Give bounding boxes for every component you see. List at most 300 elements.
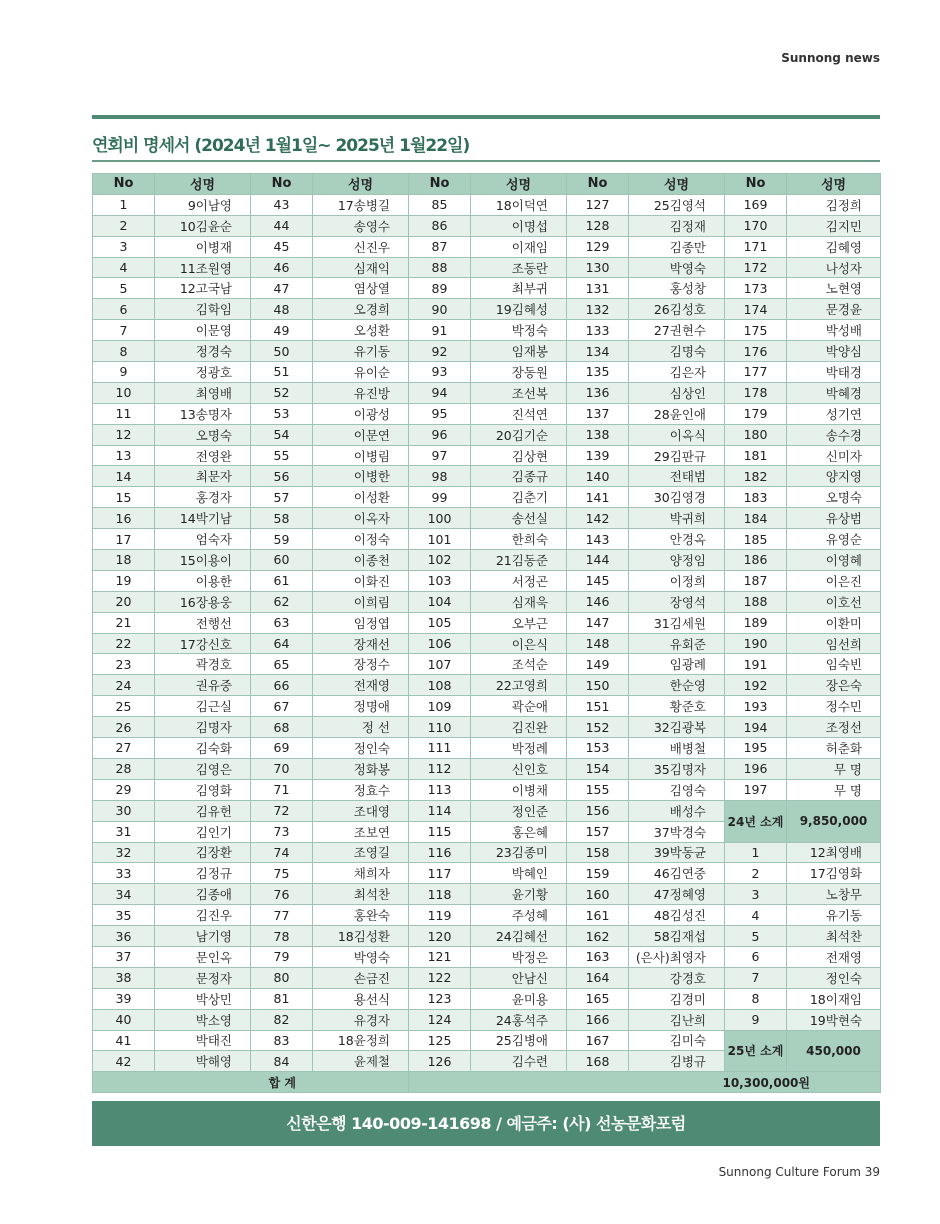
member-name: 31김세원: [629, 612, 725, 633]
member-name: 한희숙: [471, 529, 567, 550]
col-header: No: [93, 174, 155, 195]
col-header: 성명: [313, 174, 409, 195]
row-number: 9: [725, 1009, 787, 1030]
member-name: 배병철: [629, 738, 725, 759]
row-number: 177: [725, 362, 787, 383]
member-name: 홍완숙: [313, 905, 409, 926]
dues-table: [92, 173, 881, 1093]
member-name: 18이덕연: [471, 194, 567, 215]
member-name: 조보연: [313, 821, 409, 842]
member-name: 무 명: [787, 758, 881, 779]
row-number: 79: [251, 946, 313, 967]
member-name: 권유중: [155, 675, 251, 696]
member-name: 이화진: [313, 570, 409, 591]
member-name: 유영순: [787, 529, 881, 550]
member-name: 정인준: [471, 800, 567, 821]
row-number: 174: [725, 299, 787, 320]
member-name: 김난희: [629, 1009, 725, 1030]
member-name: 조동란: [471, 257, 567, 278]
row-number: 47: [251, 278, 313, 299]
row-number: 3: [725, 884, 787, 905]
member-name: 문인옥: [155, 946, 251, 967]
row-number: 189: [725, 612, 787, 633]
table-row: [93, 215, 881, 236]
top-divider: [92, 115, 880, 119]
member-name: 29김판규: [629, 445, 725, 466]
row-number: 82: [251, 1009, 313, 1030]
brand-label: Sunnong news: [781, 51, 880, 65]
table-row: [93, 466, 881, 487]
table-row: [93, 591, 881, 612]
member-name: 김숙화: [155, 738, 251, 759]
member-name: 심재익: [313, 257, 409, 278]
member-name: 곽순애: [471, 696, 567, 717]
row-number: 41: [93, 1030, 155, 1051]
member-name: 배성수: [629, 800, 725, 821]
member-name: 18윤정희: [313, 1030, 409, 1051]
member-name: 박태진: [155, 1030, 251, 1051]
row-number: 36: [93, 926, 155, 947]
row-number: 100: [409, 508, 471, 529]
row-number: 110: [409, 717, 471, 738]
row-number: 170: [725, 215, 787, 236]
row-number: 197: [725, 779, 787, 800]
member-name: 48김성진: [629, 905, 725, 926]
member-name: 이정숙: [313, 529, 409, 550]
row-number: 148: [567, 633, 629, 654]
row-number: 169: [725, 194, 787, 215]
member-name: 허춘화: [787, 738, 881, 759]
member-name: 14박기남: [155, 508, 251, 529]
member-name: 전재영: [313, 675, 409, 696]
member-name: 강경호: [629, 967, 725, 988]
row-number: 179: [725, 403, 787, 424]
table-row: [93, 905, 881, 926]
member-name: 오명숙: [155, 424, 251, 445]
member-name: 엄숙자: [155, 529, 251, 550]
member-name: 21김동준: [471, 550, 567, 571]
member-name: 김미숙: [629, 1030, 725, 1051]
member-name: 김수련: [471, 1051, 567, 1072]
row-number: 186: [725, 550, 787, 571]
table-row: [93, 362, 881, 383]
member-name: 이용한: [155, 570, 251, 591]
row-number: 134: [567, 341, 629, 362]
row-number: 114: [409, 800, 471, 821]
member-name: 남기영: [155, 926, 251, 947]
table-row: [93, 675, 881, 696]
row-number: 118: [409, 884, 471, 905]
member-name: 19박현숙: [787, 1009, 881, 1030]
row-number: 45: [251, 236, 313, 257]
row-number: 152: [567, 717, 629, 738]
member-name: 홍성창: [629, 278, 725, 299]
table-row: [93, 1030, 881, 1051]
table-row: [93, 445, 881, 466]
row-number: 40: [93, 1009, 155, 1030]
row-number: 75: [251, 863, 313, 884]
row-number: 83: [251, 1030, 313, 1051]
member-name: 12최영배: [787, 842, 881, 863]
row-number: 3: [93, 236, 155, 257]
row-number: 33: [93, 863, 155, 884]
row-number: 24: [93, 675, 155, 696]
member-name: 오성환: [313, 320, 409, 341]
member-name: 안경옥: [629, 529, 725, 550]
row-number: 5: [93, 278, 155, 299]
row-number: 25: [93, 696, 155, 717]
table-row: [93, 758, 881, 779]
member-name: 심재욱: [471, 591, 567, 612]
row-number: 38: [93, 967, 155, 988]
row-number: 160: [567, 884, 629, 905]
member-name: 박정숙: [471, 320, 567, 341]
member-name: 문경윤: [787, 299, 881, 320]
row-number: 135: [567, 362, 629, 383]
row-number: 141: [567, 487, 629, 508]
table-row: [93, 403, 881, 424]
member-name: 김경미: [629, 988, 725, 1009]
member-name: 28윤인애: [629, 403, 725, 424]
member-name: 17김영화: [787, 863, 881, 884]
member-name: 25김병애: [471, 1030, 567, 1051]
row-number: 122: [409, 967, 471, 988]
member-name: 정수민: [787, 696, 881, 717]
member-name: 13송명자: [155, 403, 251, 424]
table-row: [93, 529, 881, 550]
member-name: 신미자: [787, 445, 881, 466]
row-number: 196: [725, 758, 787, 779]
row-number: 130: [567, 257, 629, 278]
col-header: No: [725, 174, 787, 195]
member-name: 정인숙: [313, 738, 409, 759]
table-row: [93, 967, 881, 988]
row-number: 64: [251, 633, 313, 654]
row-number: 164: [567, 967, 629, 988]
title-divider: [92, 160, 880, 162]
member-name: 신진우: [313, 236, 409, 257]
member-name: 35김명자: [629, 758, 725, 779]
table-row: [93, 654, 881, 675]
member-name: 이희림: [313, 591, 409, 612]
table-row: [93, 299, 881, 320]
row-number: 73: [251, 821, 313, 842]
member-name: 이병채: [471, 779, 567, 800]
member-name: 진석연: [471, 403, 567, 424]
row-number: 98: [409, 466, 471, 487]
member-name: 박혜인: [471, 863, 567, 884]
member-name: 장재선: [313, 633, 409, 654]
row-number: 87: [409, 236, 471, 257]
member-name: 17강신호: [155, 633, 251, 654]
member-name: 유회준: [629, 633, 725, 654]
row-number: 21: [93, 612, 155, 633]
row-number: 143: [567, 529, 629, 550]
table-row: [93, 320, 881, 341]
member-name: 이호선: [787, 591, 881, 612]
row-number: 78: [251, 926, 313, 947]
member-name: 노창무: [787, 884, 881, 905]
member-name: 임선희: [787, 633, 881, 654]
row-number: 193: [725, 696, 787, 717]
row-number: 37: [93, 946, 155, 967]
row-number: 63: [251, 612, 313, 633]
row-number: 97: [409, 445, 471, 466]
row-number: 106: [409, 633, 471, 654]
row-number: 89: [409, 278, 471, 299]
row-number: 166: [567, 1009, 629, 1030]
member-name: 심상인: [629, 382, 725, 403]
row-number: 77: [251, 905, 313, 926]
row-number: 4: [93, 257, 155, 278]
member-name: 송영수: [313, 215, 409, 236]
member-name: 박태경: [787, 362, 881, 383]
col-header: 성명: [787, 174, 881, 195]
table-row: [93, 278, 881, 299]
row-number: 50: [251, 341, 313, 362]
member-name: 15이용이: [155, 550, 251, 571]
col-header: No: [409, 174, 471, 195]
member-name: 김정재: [629, 215, 725, 236]
member-name: 김종규: [471, 466, 567, 487]
member-name: 박상민: [155, 988, 251, 1009]
member-name: 23김종미: [471, 842, 567, 863]
row-number: 14: [93, 466, 155, 487]
member-name: 김혜영: [787, 236, 881, 257]
member-name: 김종만: [629, 236, 725, 257]
member-name: 24홍석주: [471, 1009, 567, 1030]
row-number: 172: [725, 257, 787, 278]
member-name: 전태범: [629, 466, 725, 487]
member-name: 장동원: [471, 362, 567, 383]
table-row: [93, 779, 881, 800]
member-name: 32김광복: [629, 717, 725, 738]
row-number: 74: [251, 842, 313, 863]
member-name: 김인기: [155, 821, 251, 842]
member-name: 이종천: [313, 550, 409, 571]
row-number: 70: [251, 758, 313, 779]
row-number: 16: [93, 508, 155, 529]
row-number: 53: [251, 403, 313, 424]
member-name: 윤미용: [471, 988, 567, 1009]
table-row: [93, 738, 881, 759]
row-number: 176: [725, 341, 787, 362]
subtotal-2024-value: 9,850,000: [787, 800, 881, 842]
member-name: 양정임: [629, 550, 725, 571]
row-number: 76: [251, 884, 313, 905]
member-name: 16장용웅: [155, 591, 251, 612]
member-name: 홍경자: [155, 487, 251, 508]
row-number: 71: [251, 779, 313, 800]
member-name: 39박동균: [629, 842, 725, 863]
member-name: 조영길: [313, 842, 409, 863]
row-number: 180: [725, 424, 787, 445]
row-number: 103: [409, 570, 471, 591]
member-name: 이영혜: [787, 550, 881, 571]
member-name: 유경자: [313, 1009, 409, 1030]
member-name: 김은자: [629, 362, 725, 383]
member-name: 이병한: [313, 466, 409, 487]
member-name: 박정은: [471, 946, 567, 967]
member-name: 오부근: [471, 612, 567, 633]
row-number: 142: [567, 508, 629, 529]
row-number: 153: [567, 738, 629, 759]
member-name: 김지민: [787, 215, 881, 236]
member-name: 47정혜영: [629, 884, 725, 905]
member-name: 25김영석: [629, 194, 725, 215]
member-name: 조대영: [313, 800, 409, 821]
member-name: 김종애: [155, 884, 251, 905]
table-row: [93, 926, 881, 947]
row-number: 10: [93, 382, 155, 403]
row-number: 51: [251, 362, 313, 383]
row-number: 7: [93, 320, 155, 341]
row-number: 57: [251, 487, 313, 508]
table-row: [93, 236, 881, 257]
row-number: 26: [93, 717, 155, 738]
member-name: 27권현수: [629, 320, 725, 341]
table-row: [93, 257, 881, 278]
table-row: [93, 696, 881, 717]
member-name: 양지영: [787, 466, 881, 487]
member-name: 정명애: [313, 696, 409, 717]
member-name: 박영숙: [629, 257, 725, 278]
row-number: 138: [567, 424, 629, 445]
member-name: 윤제철: [313, 1051, 409, 1072]
member-name: 염상열: [313, 278, 409, 299]
row-number: 162: [567, 926, 629, 947]
row-number: 151: [567, 696, 629, 717]
member-name: 18김성환: [313, 926, 409, 947]
row-number: 54: [251, 424, 313, 445]
row-number: 111: [409, 738, 471, 759]
col-header: No: [567, 174, 629, 195]
table-row: [93, 842, 881, 863]
member-name: 58김재섭: [629, 926, 725, 947]
row-number: 31: [93, 821, 155, 842]
member-name: 손금진: [313, 967, 409, 988]
row-number: 90: [409, 299, 471, 320]
row-number: 96: [409, 424, 471, 445]
member-name: 박귀희: [629, 508, 725, 529]
row-number: 12: [93, 424, 155, 445]
member-name: 전행선: [155, 612, 251, 633]
row-number: 85: [409, 194, 471, 215]
row-number: 113: [409, 779, 471, 800]
member-name: 30김영경: [629, 487, 725, 508]
row-number: 146: [567, 591, 629, 612]
row-number: 6: [93, 299, 155, 320]
member-name: 황준호: [629, 696, 725, 717]
member-name: 이명섭: [471, 215, 567, 236]
member-name: 이문영: [155, 320, 251, 341]
row-number: 34: [93, 884, 155, 905]
row-number: 88: [409, 257, 471, 278]
row-number: 7: [725, 967, 787, 988]
member-name: 9이남영: [155, 194, 251, 215]
member-name: 박양심: [787, 341, 881, 362]
row-number: 107: [409, 654, 471, 675]
member-name: 조석순: [471, 654, 567, 675]
row-number: 5: [725, 926, 787, 947]
row-number: 62: [251, 591, 313, 612]
row-number: 22: [93, 633, 155, 654]
row-number: 191: [725, 654, 787, 675]
member-name: 조선복: [471, 382, 567, 403]
row-number: 2: [93, 215, 155, 236]
row-number: 192: [725, 675, 787, 696]
row-number: 158: [567, 842, 629, 863]
member-name: 10김윤순: [155, 215, 251, 236]
member-name: 임광례: [629, 654, 725, 675]
member-name: 12고국남: [155, 278, 251, 299]
member-name: 김정희: [787, 194, 881, 215]
member-name: 정경숙: [155, 341, 251, 362]
member-name: 김학임: [155, 299, 251, 320]
member-name: 임정엽: [313, 612, 409, 633]
member-name: 20김기순: [471, 424, 567, 445]
row-number: 121: [409, 946, 471, 967]
member-name: 정화봉: [313, 758, 409, 779]
subtotal-2025-value: 450,000: [787, 1030, 881, 1072]
member-name: 김영은: [155, 758, 251, 779]
row-number: 20: [93, 591, 155, 612]
row-number: 6: [725, 946, 787, 967]
member-name: 조정선: [787, 717, 881, 738]
table-header-row: [93, 174, 881, 195]
row-number: 55: [251, 445, 313, 466]
row-number: 163: [567, 946, 629, 967]
member-name: 문정자: [155, 967, 251, 988]
row-number: 195: [725, 738, 787, 759]
member-name: 19김혜성: [471, 299, 567, 320]
row-number: 178: [725, 382, 787, 403]
member-name: 박소영: [155, 1009, 251, 1030]
row-number: 72: [251, 800, 313, 821]
page-footer: Sunnong Culture Forum 39: [718, 1165, 880, 1179]
table-row: [93, 1009, 881, 1030]
row-number: 185: [725, 529, 787, 550]
row-number: 48: [251, 299, 313, 320]
row-number: 140: [567, 466, 629, 487]
row-number: 61: [251, 570, 313, 591]
member-name: 최문자: [155, 466, 251, 487]
member-name: 나성자: [787, 257, 881, 278]
col-header: 성명: [629, 174, 725, 195]
row-number: 4: [725, 905, 787, 926]
member-name: 26김성호: [629, 299, 725, 320]
row-number: 187: [725, 570, 787, 591]
member-name: 안남신: [471, 967, 567, 988]
row-number: 194: [725, 717, 787, 738]
member-name: 장정수: [313, 654, 409, 675]
member-name: 이은식: [471, 633, 567, 654]
row-number: 188: [725, 591, 787, 612]
member-name: 전재영: [787, 946, 881, 967]
row-number: 127: [567, 194, 629, 215]
row-number: 145: [567, 570, 629, 591]
member-name: 18이재임: [787, 988, 881, 1009]
row-number: 108: [409, 675, 471, 696]
member-name: 이문연: [313, 424, 409, 445]
row-number: 154: [567, 758, 629, 779]
row-number: 109: [409, 696, 471, 717]
row-number: 11: [93, 403, 155, 424]
row-number: 184: [725, 508, 787, 529]
row-number: 32: [93, 842, 155, 863]
row-number: 69: [251, 738, 313, 759]
member-name: 오경희: [313, 299, 409, 320]
